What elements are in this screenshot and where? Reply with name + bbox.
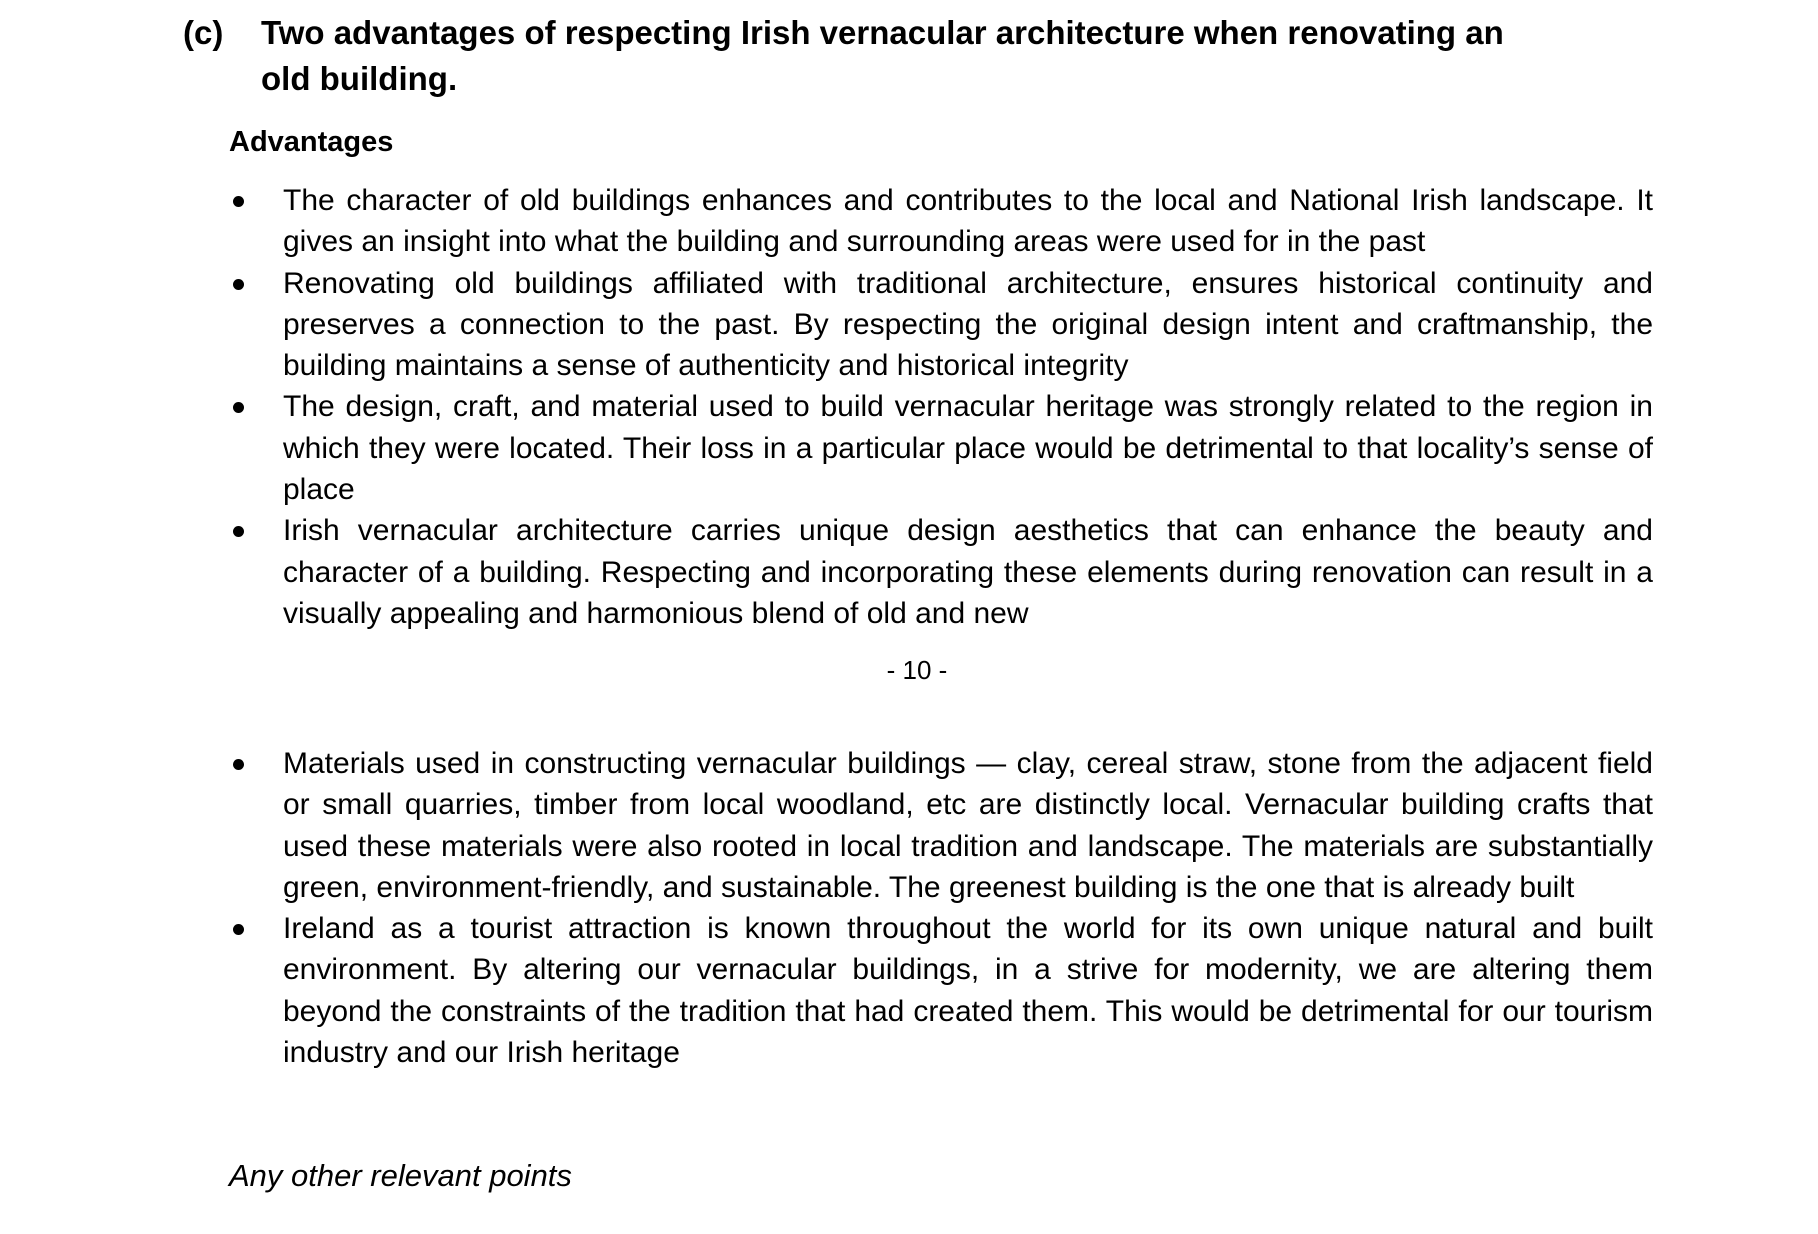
- bullet-icon: [233, 279, 244, 290]
- closing-note: Any other relevant points: [229, 1158, 572, 1193]
- bullet-text: Renovating old buildings affiliated with traditional architecture, ensures historical continuity and preserves a connection to the past. By respecting the original design intent and craftmanship, the building maintains a sense of authenticity and historical integrity: [283, 266, 1653, 383]
- bullet-text: The character of old buildings enhances and contributes to the local and National Irish landscape. It gives an insight into what the building and surrounding areas were used for in the past: [283, 184, 1653, 259]
- advantages-heading: Advantages: [229, 126, 394, 158]
- list-item: [229, 386, 1653, 510]
- list-item: [229, 180, 1653, 263]
- bullet-icon: [233, 924, 244, 935]
- advantages-list-part1: [229, 180, 1653, 634]
- advantages-list-part2: [229, 743, 1653, 1073]
- bullet-icon: [233, 759, 244, 770]
- list-item: [229, 743, 1653, 908]
- bullet-text: The design, craft, and material used to build vernacular heritage was strongly related to the region in which they were located. Their loss in a particular place would be detrimental to that locality’s sense of place: [283, 390, 1653, 507]
- page-number: - 10 -: [886, 655, 948, 685]
- bullet-text: Materials used in constructing vernacular buildings — clay, cereal straw, stone from the adjacent field or small quarries, timber from local woodland, etc are distinctly local. Vernacular building crafts that used these materials were also rooted in local tradition and landscape. The materials are substantially green, environment-friendly, and sustainable. The greenest building is the one that is already built: [283, 747, 1653, 904]
- bullet-icon: [233, 402, 244, 413]
- bullet-icon: [233, 526, 244, 537]
- list-item: [229, 908, 1653, 1073]
- question-label: (c): [183, 14, 224, 51]
- question-text: Two advantages of respecting Irish vernacular architecture when renovating an old building.: [261, 14, 1504, 97]
- bullet-text: Ireland as a tourist attraction is known throughout the world for its own unique natural and built environment. By altering our vernacular buildings, in a strive for modernity, we are altering them beyond the constraints of the tradition that had created them. This would be detrimental for our tourism industry and our Irish heritage: [283, 912, 1653, 1070]
- bullet-text: Irish vernacular architecture carries unique design aesthetics that can enhance the beauty and character of a building. Respecting and incorporating these elements during renovation can result in a visually appealing and harmonious blend of old and new: [283, 514, 1653, 630]
- list-item: [229, 263, 1653, 387]
- list-item: [229, 510, 1653, 634]
- bullet-icon: [233, 196, 244, 207]
